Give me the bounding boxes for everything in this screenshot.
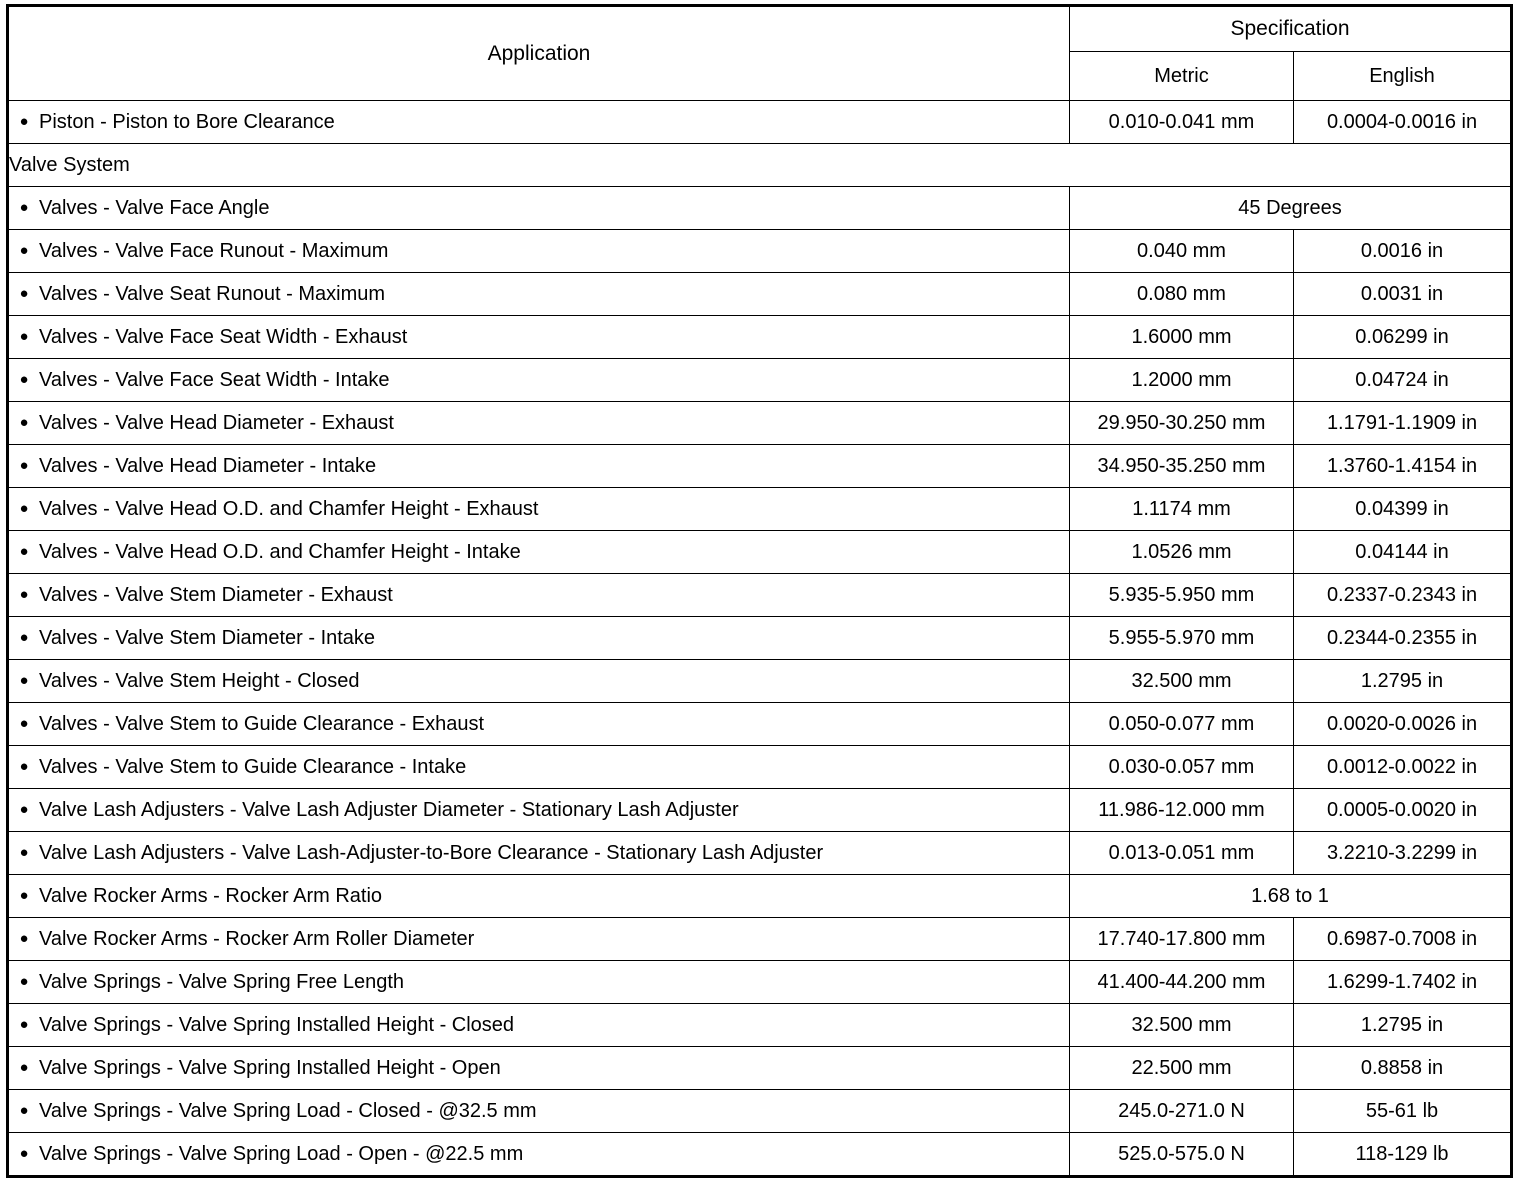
metric-cell: 17.740-17.800 mm bbox=[1070, 918, 1294, 961]
metric-cell: 0.050-0.077 mm bbox=[1070, 703, 1294, 746]
application-label: Valves - Valve Head O.D. and Chamfer Height - Exhaust bbox=[39, 497, 539, 520]
application-cell bbox=[8, 1090, 1070, 1133]
table-row bbox=[8, 230, 1512, 273]
table-row bbox=[8, 789, 1512, 832]
column-header-metric: Metric bbox=[1070, 52, 1294, 101]
application-cell bbox=[8, 531, 1070, 574]
bullet-icon: ● bbox=[19, 843, 29, 861]
table-row bbox=[8, 832, 1512, 875]
bullet-icon: ● bbox=[19, 198, 29, 216]
english-cell: 0.0004-0.0016 in bbox=[1294, 101, 1512, 144]
english-cell: 0.2337-0.2343 in bbox=[1294, 574, 1512, 617]
english-cell: 3.2210-3.2299 in bbox=[1294, 832, 1512, 875]
english-cell: 0.06299 in bbox=[1294, 316, 1512, 359]
application-cell bbox=[8, 273, 1070, 316]
metric-cell: 32.500 mm bbox=[1070, 1004, 1294, 1047]
application-cell bbox=[8, 789, 1070, 832]
table-row bbox=[8, 746, 1512, 789]
metric-cell: 1.0526 mm bbox=[1070, 531, 1294, 574]
metric-cell: 0.030-0.057 mm bbox=[1070, 746, 1294, 789]
table-row bbox=[8, 531, 1512, 574]
metric-cell: 245.0-271.0 N bbox=[1070, 1090, 1294, 1133]
metric-cell: 0.040 mm bbox=[1070, 230, 1294, 273]
english-cell: 0.2344-0.2355 in bbox=[1294, 617, 1512, 660]
english-cell: 1.6299-1.7402 in bbox=[1294, 961, 1512, 1004]
metric-cell: 11.986-12.000 mm bbox=[1070, 789, 1294, 832]
english-cell: 0.04724 in bbox=[1294, 359, 1512, 402]
application-cell bbox=[8, 187, 1070, 230]
application-label: Valves - Valve Stem to Guide Clearance - Intake bbox=[39, 755, 467, 778]
application-label: Piston - Piston to Bore Clearance bbox=[39, 110, 335, 133]
application-cell bbox=[8, 1047, 1070, 1090]
application-cell bbox=[8, 617, 1070, 660]
application-label: Valve Rocker Arms - Rocker Arm Roller Diameter bbox=[39, 927, 475, 950]
metric-cell: 1.1174 mm bbox=[1070, 488, 1294, 531]
english-cell: 1.2795 in bbox=[1294, 1004, 1512, 1047]
bullet-icon: ● bbox=[19, 112, 29, 130]
english-cell: 0.0005-0.0020 in bbox=[1294, 789, 1512, 832]
table-row bbox=[8, 574, 1512, 617]
table-row bbox=[8, 359, 1512, 402]
table-row bbox=[8, 875, 1512, 918]
application-label: Valve Springs - Valve Spring Free Length bbox=[39, 970, 405, 993]
bullet-icon: ● bbox=[19, 886, 29, 904]
application-cell bbox=[8, 746, 1070, 789]
application-label: Valves - Valve Head O.D. and Chamfer Height - Intake bbox=[39, 540, 521, 563]
application-cell bbox=[8, 703, 1070, 746]
application-label: Valve Lash Adjusters - Valve Lash Adjuster Diameter - Stationary Lash Adjuster bbox=[39, 798, 739, 821]
english-cell: 1.2795 in bbox=[1294, 660, 1512, 703]
table-row bbox=[8, 918, 1512, 961]
table-row bbox=[8, 402, 1512, 445]
table-row bbox=[8, 187, 1512, 230]
table-row bbox=[8, 445, 1512, 488]
metric-cell: 5.935-5.950 mm bbox=[1070, 574, 1294, 617]
bullet-icon: ● bbox=[19, 757, 29, 775]
application-label: Valve Lash Adjusters - Valve Lash-Adjuster-to-Bore Clearance - Stationary Lash Adjuster bbox=[39, 841, 824, 864]
english-cell: 0.04144 in bbox=[1294, 531, 1512, 574]
english-cell: 0.0012-0.0022 in bbox=[1294, 746, 1512, 789]
bullet-icon: ● bbox=[19, 241, 29, 259]
table-row bbox=[8, 316, 1512, 359]
application-label: Valves - Valve Stem to Guide Clearance - Exhaust bbox=[39, 712, 485, 735]
application-label: Valves - Valve Seat Runout - Maximum bbox=[39, 282, 386, 305]
bullet-icon: ● bbox=[19, 1144, 29, 1162]
application-label: Valves - Valve Face Seat Width - Intake bbox=[39, 368, 390, 391]
application-cell bbox=[8, 1004, 1070, 1047]
application-label: Valves - Valve Face Angle bbox=[39, 196, 270, 219]
application-label: Valve Rocker Arms - Rocker Arm Ratio bbox=[39, 884, 383, 907]
english-cell: 1.3760-1.4154 in bbox=[1294, 445, 1512, 488]
metric-cell: 1.2000 mm bbox=[1070, 359, 1294, 402]
column-header-specification: Specification bbox=[1070, 6, 1512, 52]
table-body bbox=[8, 101, 1512, 1177]
english-cell: 0.0031 in bbox=[1294, 273, 1512, 316]
bullet-icon: ● bbox=[19, 370, 29, 388]
application-cell bbox=[8, 918, 1070, 961]
table-row bbox=[8, 617, 1512, 660]
application-label: Valve Springs - Valve Spring Installed Height - Open bbox=[39, 1056, 501, 1079]
application-label: Valves - Valve Stem Diameter - Intake bbox=[39, 626, 376, 649]
specifications-table bbox=[6, 4, 1513, 1178]
table-header bbox=[8, 6, 1512, 101]
metric-cell: 29.950-30.250 mm bbox=[1070, 402, 1294, 445]
bullet-icon: ● bbox=[19, 585, 29, 603]
table-row bbox=[8, 961, 1512, 1004]
section-label: Valve System bbox=[8, 144, 1512, 187]
english-cell: 0.04399 in bbox=[1294, 488, 1512, 531]
application-cell bbox=[8, 359, 1070, 402]
application-label: Valves - Valve Head Diameter - Intake bbox=[39, 454, 377, 477]
bullet-icon: ● bbox=[19, 327, 29, 345]
english-cell: 0.0016 in bbox=[1294, 230, 1512, 273]
english-cell: 0.0020-0.0026 in bbox=[1294, 703, 1512, 746]
application-label: Valves - Valve Stem Diameter - Exhaust bbox=[39, 583, 393, 606]
bullet-icon: ● bbox=[19, 456, 29, 474]
english-cell: 1.1791-1.1909 in bbox=[1294, 402, 1512, 445]
bullet-icon: ● bbox=[19, 1015, 29, 1033]
bullet-icon: ● bbox=[19, 714, 29, 732]
application-cell bbox=[8, 1133, 1070, 1177]
bullet-icon: ● bbox=[19, 499, 29, 517]
application-cell bbox=[8, 230, 1070, 273]
table-row bbox=[8, 660, 1512, 703]
application-label: Valves - Valve Head Diameter - Exhaust bbox=[39, 411, 394, 434]
bullet-icon: ● bbox=[19, 929, 29, 947]
bullet-icon: ● bbox=[19, 972, 29, 990]
metric-cell: 0.013-0.051 mm bbox=[1070, 832, 1294, 875]
english-cell: 0.8858 in bbox=[1294, 1047, 1512, 1090]
application-label: Valves - Valve Face Runout - Maximum bbox=[39, 239, 389, 262]
application-cell bbox=[8, 316, 1070, 359]
column-header-english: English bbox=[1294, 52, 1512, 101]
english-cell: 118-129 lb bbox=[1294, 1133, 1512, 1177]
table-row bbox=[8, 1133, 1512, 1177]
bullet-icon: ● bbox=[19, 628, 29, 646]
application-label: Valves - Valve Face Seat Width - Exhaust bbox=[39, 325, 408, 348]
table-row bbox=[8, 1047, 1512, 1090]
column-header-application: Application bbox=[8, 6, 1070, 101]
bullet-icon: ● bbox=[19, 1101, 29, 1119]
application-label: Valve Springs - Valve Spring Load - Closed - @32.5 mm bbox=[39, 1099, 537, 1122]
metric-cell: 0.010-0.041 mm bbox=[1070, 101, 1294, 144]
metric-cell: 34.950-35.250 mm bbox=[1070, 445, 1294, 488]
application-cell bbox=[8, 402, 1070, 445]
application-cell bbox=[8, 574, 1070, 617]
application-label: Valve Springs - Valve Spring Load - Open - @22.5 mm bbox=[39, 1142, 524, 1165]
table-row bbox=[8, 101, 1512, 144]
specification-combined-cell: 1.68 to 1 bbox=[1070, 875, 1512, 918]
application-cell bbox=[8, 101, 1070, 144]
table-section-row bbox=[8, 144, 1512, 187]
table-row bbox=[8, 488, 1512, 531]
english-cell: 0.6987-0.7008 in bbox=[1294, 918, 1512, 961]
bullet-icon: ● bbox=[19, 1058, 29, 1076]
application-cell bbox=[8, 445, 1070, 488]
bullet-icon: ● bbox=[19, 542, 29, 560]
bullet-icon: ● bbox=[19, 413, 29, 431]
english-cell: 55-61 lb bbox=[1294, 1090, 1512, 1133]
metric-cell: 22.500 mm bbox=[1070, 1047, 1294, 1090]
specification-combined-cell: 45 Degrees bbox=[1070, 187, 1512, 230]
bullet-icon: ● bbox=[19, 800, 29, 818]
application-cell bbox=[8, 832, 1070, 875]
metric-cell: 41.400-44.200 mm bbox=[1070, 961, 1294, 1004]
metric-cell: 1.6000 mm bbox=[1070, 316, 1294, 359]
application-cell bbox=[8, 660, 1070, 703]
bullet-icon: ● bbox=[19, 284, 29, 302]
application-label: Valve Springs - Valve Spring Installed Height - Closed bbox=[39, 1013, 515, 1036]
table-header-row-1 bbox=[8, 6, 1512, 52]
table-row bbox=[8, 273, 1512, 316]
bullet-icon: ● bbox=[19, 671, 29, 689]
application-label: Valves - Valve Stem Height - Closed bbox=[39, 669, 360, 692]
application-cell bbox=[8, 488, 1070, 531]
table-row bbox=[8, 1090, 1512, 1133]
metric-cell: 32.500 mm bbox=[1070, 660, 1294, 703]
metric-cell: 525.0-575.0 N bbox=[1070, 1133, 1294, 1177]
application-cell bbox=[8, 961, 1070, 1004]
metric-cell: 5.955-5.970 mm bbox=[1070, 617, 1294, 660]
application-cell bbox=[8, 875, 1070, 918]
metric-cell: 0.080 mm bbox=[1070, 273, 1294, 316]
table-row bbox=[8, 703, 1512, 746]
table-row bbox=[8, 1004, 1512, 1047]
